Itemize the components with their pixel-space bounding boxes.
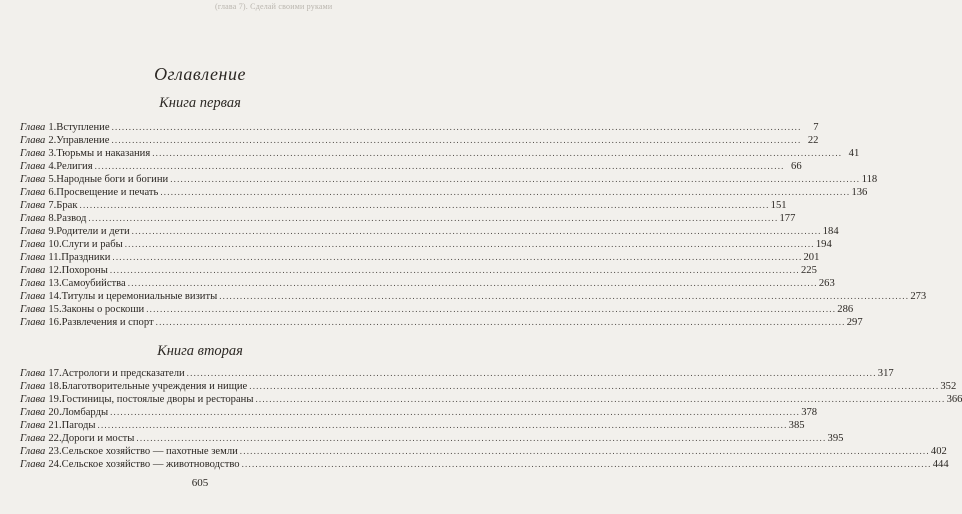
chapter-title: Титулы и церемониальные визиты <box>61 291 218 302</box>
toc-entry <box>20 432 844 445</box>
chapter-page-number: 22 <box>807 135 819 146</box>
chapter-page-number: 286 <box>837 304 854 315</box>
toc-entry <box>20 121 819 134</box>
chapter-title: Управление <box>56 135 110 146</box>
chapter-page-number: 201 <box>803 252 820 263</box>
chapter-number: 4. <box>48 161 57 172</box>
chapter-number: 15. <box>48 304 62 315</box>
chapter-number: 8. <box>48 213 57 224</box>
dot-leader: ........................................................................................................................................................................................................ <box>255 394 946 404</box>
chapter-number: 10. <box>48 239 62 250</box>
chapter-label: Глава <box>20 433 46 444</box>
chapter-title: Гостиницы, постоялые дворы и рестораны <box>61 394 254 405</box>
dot-leader: ........................................................................................................................................................................................................ <box>136 433 827 443</box>
chapter-title: Законы о роскоши <box>61 304 145 315</box>
toc-entry <box>20 316 863 329</box>
chapter-title: Развод <box>56 213 87 224</box>
toc-entry <box>20 419 805 432</box>
chapter-label: Глава <box>20 226 46 237</box>
dot-leader: ........................................................................................................................................................................................................ <box>110 407 801 417</box>
chapter-page-number: 317 <box>877 368 894 379</box>
chapter-label: Глава <box>20 213 46 224</box>
chapter-page-number: 263 <box>818 278 835 289</box>
chapter-title: Самоубийства <box>61 278 126 289</box>
dot-leader: ........................................................................................................................................................................................................ <box>155 317 846 327</box>
dot-leader: ........................................................................................................................................................................................................ <box>160 187 851 197</box>
chapter-label: Глава <box>20 446 46 457</box>
dot-leader: ........................................................................................................................................................................................................ <box>249 381 940 391</box>
chapter-label: Глава <box>20 317 46 328</box>
toc-entry <box>20 406 818 419</box>
chapter-title: Просвещение и печать <box>56 187 159 198</box>
toc-entry <box>20 290 927 303</box>
page-number: 605 <box>191 477 209 489</box>
chapter-number: 19. <box>48 394 62 405</box>
chapter-title: Тюрьмы и наказания <box>56 148 151 159</box>
book-two-title: Книга вторая <box>157 343 243 359</box>
chapter-label: Глава <box>20 420 46 431</box>
chapter-label: Глава <box>20 291 46 302</box>
chapter-title: Праздники <box>61 252 111 263</box>
chapter-title: Пагоды <box>61 420 96 431</box>
chapter-page-number: 395 <box>827 433 844 444</box>
chapter-page-number: 378 <box>801 407 818 418</box>
dot-leader: ........................................................................................................................................................................................................ <box>97 420 788 430</box>
chapter-page-number: 444 <box>932 459 949 470</box>
toc-title: Оглавление <box>154 64 246 84</box>
chapter-label: Глава <box>20 187 46 198</box>
toc-entry <box>20 199 787 212</box>
chapter-page-number: 194 <box>815 239 832 250</box>
book-one-chapter-list <box>20 121 927 329</box>
toc-entry <box>20 303 854 316</box>
chapter-label: Глава <box>20 304 46 315</box>
toc-entry <box>20 445 947 458</box>
dot-leader: ........................................................................................................................................................................................................ <box>127 278 818 288</box>
chapter-page-number: 352 <box>940 381 957 392</box>
toc-entry <box>20 173 878 186</box>
chapter-page-number: 225 <box>800 265 817 276</box>
chapter-title: Благотворительные учреждения и нищие <box>61 381 248 392</box>
chapter-title: Похороны <box>61 265 108 276</box>
chapter-number: 2. <box>48 135 57 146</box>
chapter-page-number: 177 <box>779 213 796 224</box>
chapter-number: 24. <box>48 459 62 470</box>
chapter-page-number: 41 <box>848 148 860 159</box>
dot-leader: ........................................................................................................................................................................................................ <box>124 239 815 249</box>
chapter-title: Брак <box>56 200 78 211</box>
dot-leader: ........................................................................................................................................................................................................ <box>186 368 877 378</box>
toc-entry <box>20 367 894 380</box>
chapter-number: 20. <box>48 407 62 418</box>
chapter-label: Глава <box>20 252 46 263</box>
chapter-number: 12. <box>48 265 62 276</box>
dot-leader: ........................................................................................................................................................................................................ <box>239 446 930 456</box>
chapter-page-number: 136 <box>851 187 868 198</box>
bleed-through-header: (глава 7). Сделай своими руками <box>215 2 333 11</box>
dot-leader: ........................................................................................................................................................................................................ <box>170 174 861 184</box>
dot-leader: ........................................................................................................................................................................................................ <box>79 200 770 210</box>
chapter-title: Народные боги и богини <box>56 174 169 185</box>
chapter-label: Глава <box>20 200 46 211</box>
chapter-label: Глава <box>20 394 46 405</box>
chapter-label: Глава <box>20 135 46 146</box>
chapter-number: 18. <box>48 381 62 392</box>
chapter-number: 14. <box>48 291 62 302</box>
dot-leader: ........................................................................................................................................................................................................ <box>112 252 803 262</box>
chapter-page-number: 66 <box>791 161 802 172</box>
toc-entry <box>20 225 839 238</box>
chapter-title: Сельское хозяйство — животноводство <box>61 459 240 470</box>
chapter-title: Астрологи и предсказатели <box>61 368 185 379</box>
toc-entry <box>20 160 802 173</box>
chapter-label: Глава <box>20 265 46 276</box>
chapter-number: 11. <box>48 252 62 263</box>
chapter-title: Вступление <box>56 122 110 133</box>
toc-entry <box>20 186 868 199</box>
dot-leader: ........................................................................................................................................................................................................ <box>146 304 837 314</box>
chapter-label: Глава <box>20 239 46 250</box>
book-one-title: Книга первая <box>159 95 241 111</box>
dot-leader: ........................................................................................................................................................................................................ <box>131 226 822 236</box>
dot-leader: ........................................................................................................................................................................................................ <box>109 265 800 275</box>
chapter-title: Сельское хозяйство — пахотные земли <box>61 446 238 457</box>
toc-entry <box>20 147 860 160</box>
chapter-label: Глава <box>20 381 46 392</box>
chapter-number: 16. <box>48 317 62 328</box>
chapter-label: Глава <box>20 459 46 470</box>
dot-leader: ........................................................................................................................................................................................................ <box>111 122 802 132</box>
dot-leader: ........................................................................................................................................................................................................ <box>88 213 779 223</box>
chapter-page-number: 184 <box>822 226 839 237</box>
chapter-title: Развлечения и спорт <box>61 317 154 328</box>
chapter-label: Глава <box>20 161 46 172</box>
toc-entry <box>20 212 796 225</box>
chapter-number: 7. <box>48 200 57 211</box>
toc-entry <box>20 264 817 277</box>
dot-leader: ........................................................................................................................................................................................................ <box>152 148 843 158</box>
chapter-number: 3. <box>48 148 57 159</box>
dot-leader: ........................................................................................................................................................................................................ <box>241 459 932 469</box>
chapter-page-number: 7 <box>813 122 819 133</box>
chapter-number: 23. <box>48 446 62 457</box>
chapter-page-number: 151 <box>770 200 787 211</box>
toc-entry <box>20 380 957 393</box>
chapter-page-number: 297 <box>846 317 863 328</box>
chapter-number: 6. <box>48 187 57 198</box>
chapter-label: Глава <box>20 174 46 185</box>
chapter-page-number: 273 <box>910 291 927 302</box>
chapter-title: Ломбарды <box>61 407 109 418</box>
chapter-label: Глава <box>20 278 46 289</box>
book-two-chapter-list <box>20 367 962 471</box>
toc-entry <box>20 277 835 290</box>
dot-leader: ........................................................................................................................................................................................................ <box>94 161 785 171</box>
toc-entry <box>20 251 820 264</box>
chapter-label: Глава <box>20 368 46 379</box>
chapter-number: 17. <box>48 368 62 379</box>
chapter-title: Религия <box>56 161 93 172</box>
chapter-title: Родители и дети <box>56 226 130 237</box>
chapter-label: Глава <box>20 407 46 418</box>
chapter-page-number: 402 <box>930 446 947 457</box>
chapter-number: 9. <box>48 226 57 237</box>
toc-entry <box>20 458 949 471</box>
chapter-label: Глава <box>20 148 46 159</box>
chapter-page-number: 118 <box>861 174 878 185</box>
chapter-number: 5. <box>48 174 57 185</box>
toc-entry <box>20 393 962 406</box>
chapter-title: Дороги и мосты <box>61 433 135 444</box>
chapter-number: 13. <box>48 278 62 289</box>
chapter-label: Глава <box>20 122 46 133</box>
chapter-number: 21. <box>48 420 62 431</box>
dot-leader: ........................................................................................................................................................................................................ <box>111 135 802 145</box>
dot-leader: ........................................................................................................................................................................................................ <box>219 291 910 301</box>
chapter-number: 22. <box>48 433 62 444</box>
chapter-title: Слуги и рабы <box>61 239 123 250</box>
chapter-page-number: 366 <box>946 394 962 405</box>
toc-entry <box>20 238 832 251</box>
toc-entry <box>20 134 819 147</box>
chapter-page-number: 385 <box>788 420 805 431</box>
chapter-number: 1. <box>48 122 57 133</box>
